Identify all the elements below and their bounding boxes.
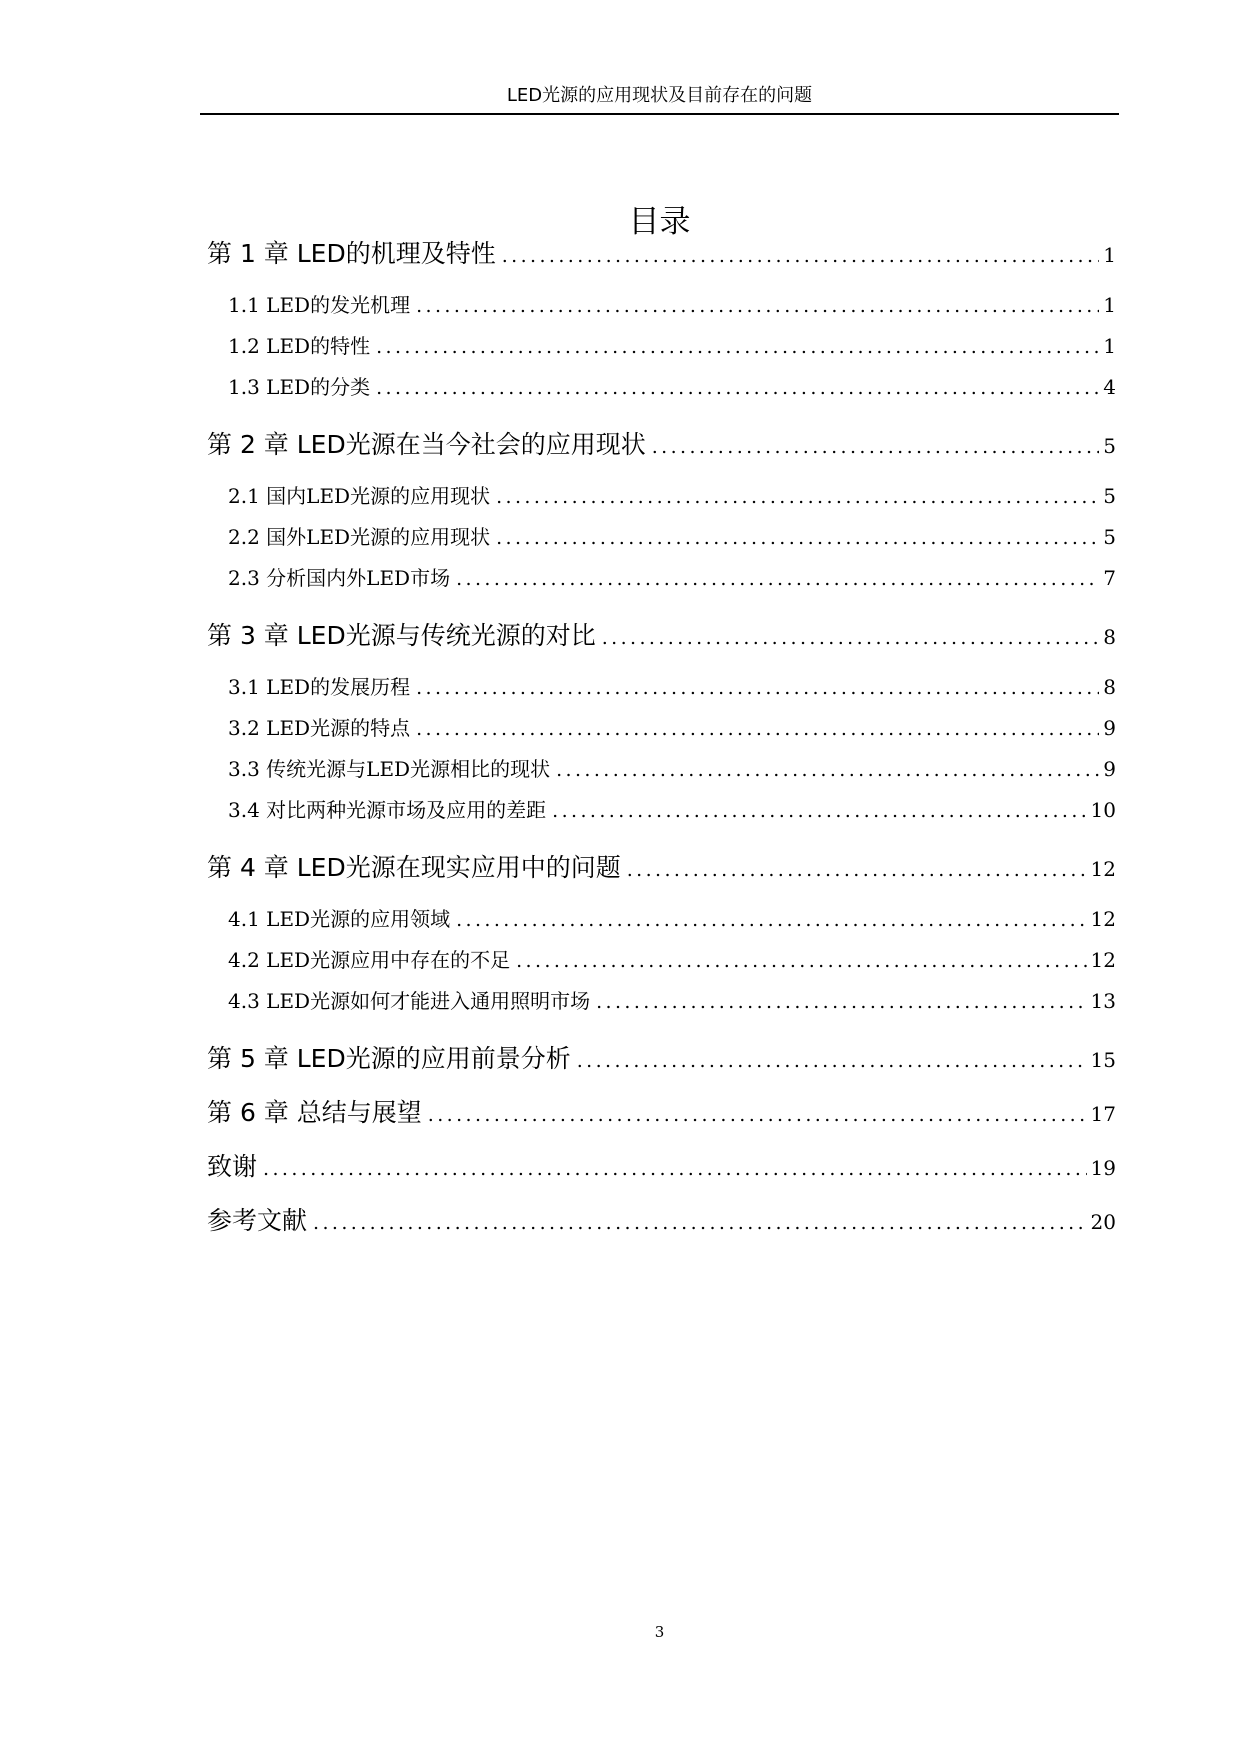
toc-entry-label: 3.1 LED的发展历程: [228, 675, 411, 699]
dot-leader: [577, 1043, 1087, 1079]
toc-entry-page: 15: [1090, 1048, 1116, 1072]
toc-chapter-5[interactable]: [207, 1041, 1116, 1077]
toc-entry-page: 1: [1103, 293, 1116, 317]
toc-entry-page: 10: [1090, 798, 1116, 822]
toc-section-4-2[interactable]: [228, 945, 1116, 975]
dot-leader: [627, 852, 1087, 888]
toc-section-1-1[interactable]: [228, 290, 1116, 320]
dot-leader: [376, 373, 1099, 403]
toc-section-2-2[interactable]: [228, 522, 1116, 552]
dot-leader: [596, 987, 1086, 1017]
toc-entry-label: 第 5 章 LED光源的应用前景分析: [207, 1044, 571, 1073]
page-number: 3: [654, 1623, 665, 1641]
toc-section-3-2[interactable]: [228, 713, 1116, 743]
toc-entry-label: 3.2 LED光源的特点: [228, 716, 411, 740]
dot-leader: [496, 482, 1099, 512]
dot-leader: [502, 238, 1100, 274]
toc-section-1-3[interactable]: [228, 372, 1116, 402]
toc-chapter-6[interactable]: [207, 1095, 1116, 1131]
toc-section-2-1[interactable]: [228, 481, 1116, 511]
dot-leader: [556, 755, 1099, 785]
dot-leader: [313, 1205, 1087, 1241]
toc-section-3-1[interactable]: [228, 672, 1116, 702]
running-header: LED光源的应用现状及目前存在的问题: [506, 85, 813, 106]
toc-section-3-3[interactable]: [228, 754, 1116, 784]
dot-leader: [602, 620, 1100, 656]
toc-entry-page: 13: [1090, 989, 1116, 1013]
dot-leader: [416, 291, 1099, 321]
toc-entry-page: 1: [1103, 334, 1116, 358]
toc-entry-label: 2.3 分析国内外LED市场: [228, 566, 451, 590]
toc-entry-label: 4.3 LED光源如何才能进入通用照明市场: [228, 989, 591, 1013]
dot-leader: [456, 905, 1086, 935]
toc-entry-label: 2.1 国内LED光源的应用现状: [228, 484, 491, 508]
toc-entry-label: 第 4 章 LED光源在现实应用中的问题: [207, 853, 621, 882]
toc-section-4-1[interactable]: [228, 904, 1116, 934]
toc-section-3-4[interactable]: [228, 795, 1116, 825]
toc-entry-page: 5: [1103, 525, 1116, 549]
toc-entry-label: 第 2 章 LED光源在当今社会的应用现状: [207, 430, 646, 459]
dot-leader: [516, 946, 1086, 976]
toc-entry-page: 9: [1103, 757, 1116, 781]
dot-leader: [428, 1097, 1087, 1133]
toc-entry-page: 12: [1090, 948, 1116, 972]
toc-entry-page: 8: [1103, 675, 1116, 699]
toc-entry-page: 17: [1090, 1102, 1116, 1126]
dot-leader: [496, 523, 1099, 553]
toc-entry-label: 第 1 章 LED的机理及特性: [207, 239, 496, 268]
toc-entry-label: 4.1 LED光源的应用领域: [228, 907, 451, 931]
dot-leader: [552, 796, 1086, 826]
toc-entry-label: 3.3 传统光源与LED光源相比的现状: [228, 757, 551, 781]
toc-entry-label: 参考文献: [207, 1206, 308, 1235]
toc-entry-label: 第 6 章 总结与展望: [207, 1098, 422, 1127]
toc-acknowledgements[interactable]: [207, 1149, 1116, 1185]
toc-chapter-4[interactable]: [207, 850, 1116, 886]
toc-entry-page: 12: [1090, 857, 1116, 881]
toc-entry-page: 7: [1103, 566, 1116, 590]
toc-entry-label: 1.1 LED的发光机理: [228, 293, 411, 317]
toc-section-1-2[interactable]: [228, 331, 1116, 361]
dot-leader: [456, 564, 1099, 594]
toc-entry-page: 5: [1103, 484, 1116, 508]
toc-entry-page: 20: [1090, 1210, 1116, 1234]
toc-entry-label: 1.2 LED的特性: [228, 334, 371, 358]
toc-entry-page: 19: [1090, 1156, 1116, 1180]
toc-entry-label: 4.2 LED光源应用中存在的不足: [228, 948, 511, 972]
toc-entry-label: 第 3 章 LED光源与传统光源的对比: [207, 621, 596, 650]
toc-chapter-2[interactable]: [207, 427, 1116, 463]
toc-entry-page: 9: [1103, 716, 1116, 740]
toc-entry-page: 5: [1103, 434, 1116, 458]
dot-leader: [416, 673, 1099, 703]
toc-entry-page: 12: [1090, 907, 1116, 931]
toc-entry-page: 1: [1103, 243, 1116, 267]
toc-entry-label: 2.2 国外LED光源的应用现状: [228, 525, 491, 549]
dot-leader: [416, 714, 1099, 744]
dot-leader: [652, 429, 1100, 465]
dot-leader: [263, 1151, 1087, 1187]
toc-entry-label: 致谢: [207, 1152, 258, 1181]
toc-section-4-3[interactable]: [228, 986, 1116, 1016]
toc-section-2-3[interactable]: [228, 563, 1116, 593]
toc-chapter-3[interactable]: [207, 618, 1116, 654]
toc-references[interactable]: [207, 1203, 1116, 1239]
toc-entry-label: 3.4 对比两种光源市场及应用的差距: [228, 798, 547, 822]
toc-chapter-1[interactable]: [207, 236, 1116, 272]
toc-entry-page: 4: [1103, 375, 1116, 399]
toc-title: 目录: [628, 204, 691, 240]
toc-entry-page: 8: [1103, 625, 1116, 649]
toc-entry-label: 1.3 LED的分类: [228, 375, 371, 399]
dot-leader: [376, 332, 1099, 362]
